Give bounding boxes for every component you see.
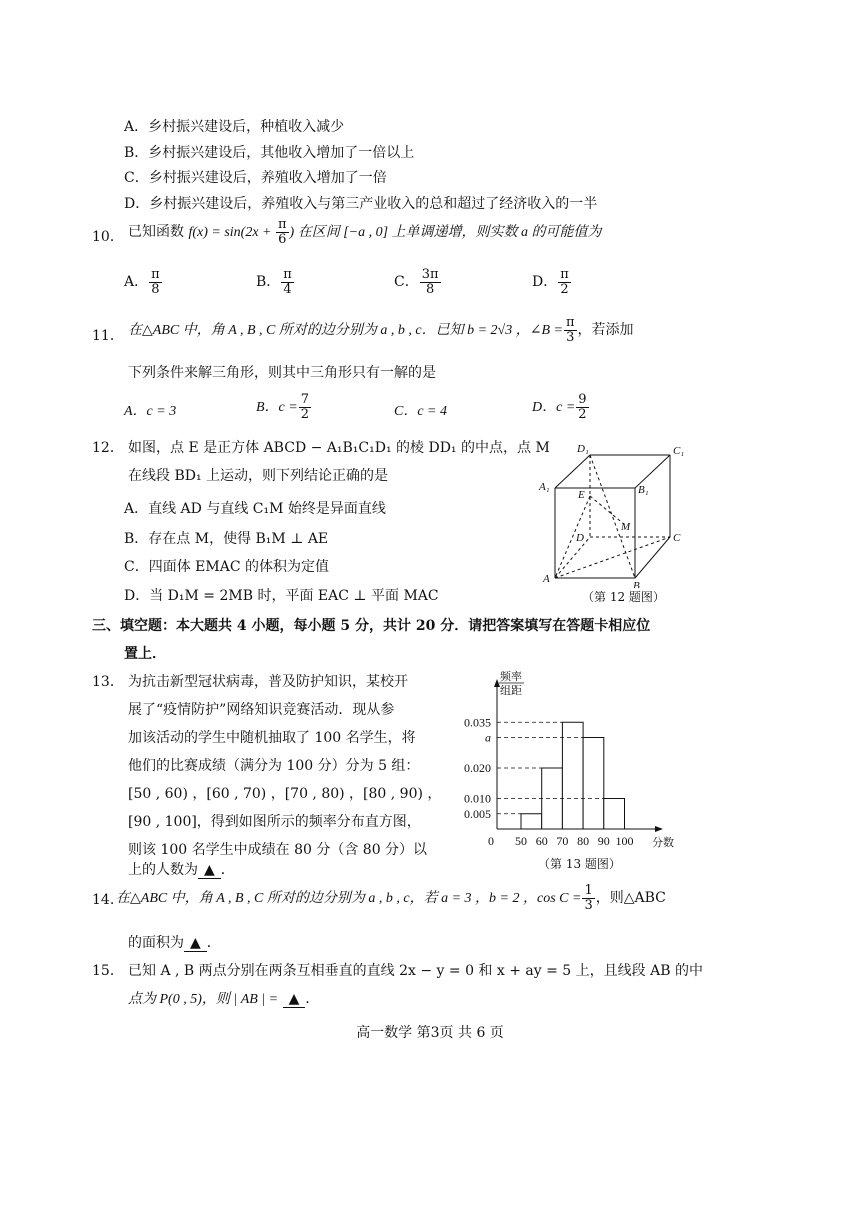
x-tick-label: 90 [597,834,610,848]
q10-stem: 已知函数 f(x) = sin(2x + $\frac{\pi}{6}$ ) 在区间 [−a , 0] 上单调递增，则实数 a 的可能值为 [128,217,602,247]
frequency-histogram [450,664,690,854]
q13-answer-blank: ▲ [198,862,221,879]
label-e: E [578,489,585,501]
label-d1: D₁ [577,443,589,455]
label-b1: B₁ [638,484,649,496]
histogram-bar-4 [583,738,604,830]
q12-stem-line2: 在线段 BD₁ 上运动，则下列结论正确的是 [128,468,389,484]
label-c1: C₁ [673,445,685,457]
q15-number: 15． [92,963,124,979]
q9-option-c: C．乡村振兴建设后，养殖收入增加了一倍 [124,170,387,186]
y-tick-label: 0.005 [464,806,491,821]
q12-caption: （第 12 题图） [582,590,665,604]
x-tick-label: 60 [535,834,548,848]
q11-option-b: B．c = $\frac{7}{2}$ [256,392,309,422]
page-footer: 高一数学 第3页 共 6 页 [356,1025,504,1041]
q12-number: 12． [92,440,124,456]
q11-stem-line1: 在△ABC 中，角 A , B , C 所对的边分别为 a , b , c．已知 b = 2√3 ，∠B = $\frac{\pi}{3}$ ，若添加 [128,315,634,345]
histogram-bar-2 [542,768,563,829]
q10-option-c: C． $\frac{3\pi}{8}$ [394,267,439,297]
q9-option-b: B．乡村振兴建设后，其他收入增加了一倍以上 [124,145,415,161]
x-axis-label: 分数 [652,837,674,849]
section3-heading: 三、填空题：本大题共 4 小题，每小题 5 分，共计 20 分．请把答案填写在答题卡相应位 [92,618,651,634]
q13-line4: 他们的比赛成绩（满分为 100 分）分为 5 组： [128,758,420,774]
q11-number: 11． [92,328,124,344]
q11-option-a: A．c = 3 [124,404,177,419]
q11-option-c: C．c = 4 [394,404,447,419]
q10-fraction: $\frac{\pi}{6}$ [278,217,287,247]
x-tick-label: 100 [615,834,634,848]
q10-number: 10． [92,229,124,245]
q13-line3: 加该活动的学生中随机抽取了 100 名学生，将 [128,730,416,746]
q15-line2: 点为 P(0 , 5)，则 | AB | = ▲ ． [128,991,320,1007]
histogram-bar-5 [604,799,625,830]
x-axis-arrow [655,826,663,832]
label-c: C [673,532,681,544]
y-tick-label: 0.020 [464,761,491,775]
q11-option-d: D．c = $\frac{9}{2}$ [532,392,587,422]
x-tick-label: 80 [577,834,590,848]
label-m: M [621,521,631,533]
q11-stem-line2: 下列条件来解三角形，则其中三角形只有一解的是 [128,365,436,381]
q15-answer-blank: ▲ [283,991,306,1008]
q12-stem-line1: 如图，点 E 是正方体 ABCD − A₁B₁C₁D₁ 的棱 DD₁ 的中点，点 M [128,440,550,456]
label-b: B [633,580,640,588]
q12-option-d: D．当 D₁M = 2MB 时，平面 EAC ⊥ 平面 MAC [124,588,439,604]
q13-line7: 则该 100 名学生中成绩在 80 分（含 80 分）以 [128,842,428,858]
q13-caption: （第 13 题图） [538,857,621,871]
q12-option-b: B．存在点 M，使得 B₁M ⊥ AE [124,531,329,547]
q13-number: 13． [92,674,124,690]
histogram-bar-1 [521,814,542,829]
x-tick-label: 50 [515,834,527,848]
label-d: D [576,532,584,544]
q14-number: 14. [92,892,115,908]
q9-option-d: D．乡村振兴建设后，养殖收入与第三产业收入的总和超过了经济收入的一半 [124,196,598,212]
y-tick-label: a [485,730,491,745]
section3-heading-cont: 置上． [124,646,166,662]
q10-option-d: D． $\frac{\pi}{2}$ [532,267,569,297]
q12-option-c: C．四面体 EMAC 的体积为定值 [124,559,329,575]
y-label-numerator: 频率 [500,671,522,683]
y-tick-label: 0.010 [464,791,491,806]
x-tick-label: 0 [488,834,494,848]
q10-option-a: A． $\frac{\pi}{8}$ [124,267,160,297]
x-tick-label: 70 [556,834,569,848]
y-label-denominator: 组距 [500,685,522,697]
histogram-bar-3 [562,722,583,829]
label-a1: A₁ [539,481,550,493]
q9-option-a: A．乡村振兴建设后，种植收入减少 [124,119,345,135]
q14-answer-blank: ▲ [184,935,207,952]
label-a: A [543,573,550,585]
q13-line1: 为抗击新型冠状病毒，普及防护知识，某校开 [128,674,408,690]
q14-stem: 在△ABC 中，角 A , B , C 所对的边分别为 a , b , c，若 a = 3 ，b = 2 ，cos C = $\frac{1}{3}$ ，则△ABC [116,883,666,913]
q13-line5: [50 , 60) ，[60 , 70) ，[70 , 80) ，[80 , 90) ， [128,786,442,802]
q14-line2: 的面积为 ▲ ． [128,935,221,951]
q13-line8: 上的人数为 ▲ ． [128,862,235,878]
q10-option-b: B． $\frac{\pi}{4}$ [256,267,292,297]
cube-figure [534,438,694,588]
q15-line1: 已知 A , B 两点分别在两条互相垂直的直线 2x − y = 0 和 x + ay = 5 上，且线段 AB 的中 [128,963,703,979]
q13-line6: [90 , 100]，得到如图所示的频率分布直方图， [128,814,421,830]
q12-option-a: A．直线 AD 与直线 C₁M 始终是异面直线 [124,501,386,517]
q13-line2: 展了“疫情防护”网络知识竞赛活动．现从参 [128,702,395,718]
y-tick-label: 0.035 [464,715,491,730]
